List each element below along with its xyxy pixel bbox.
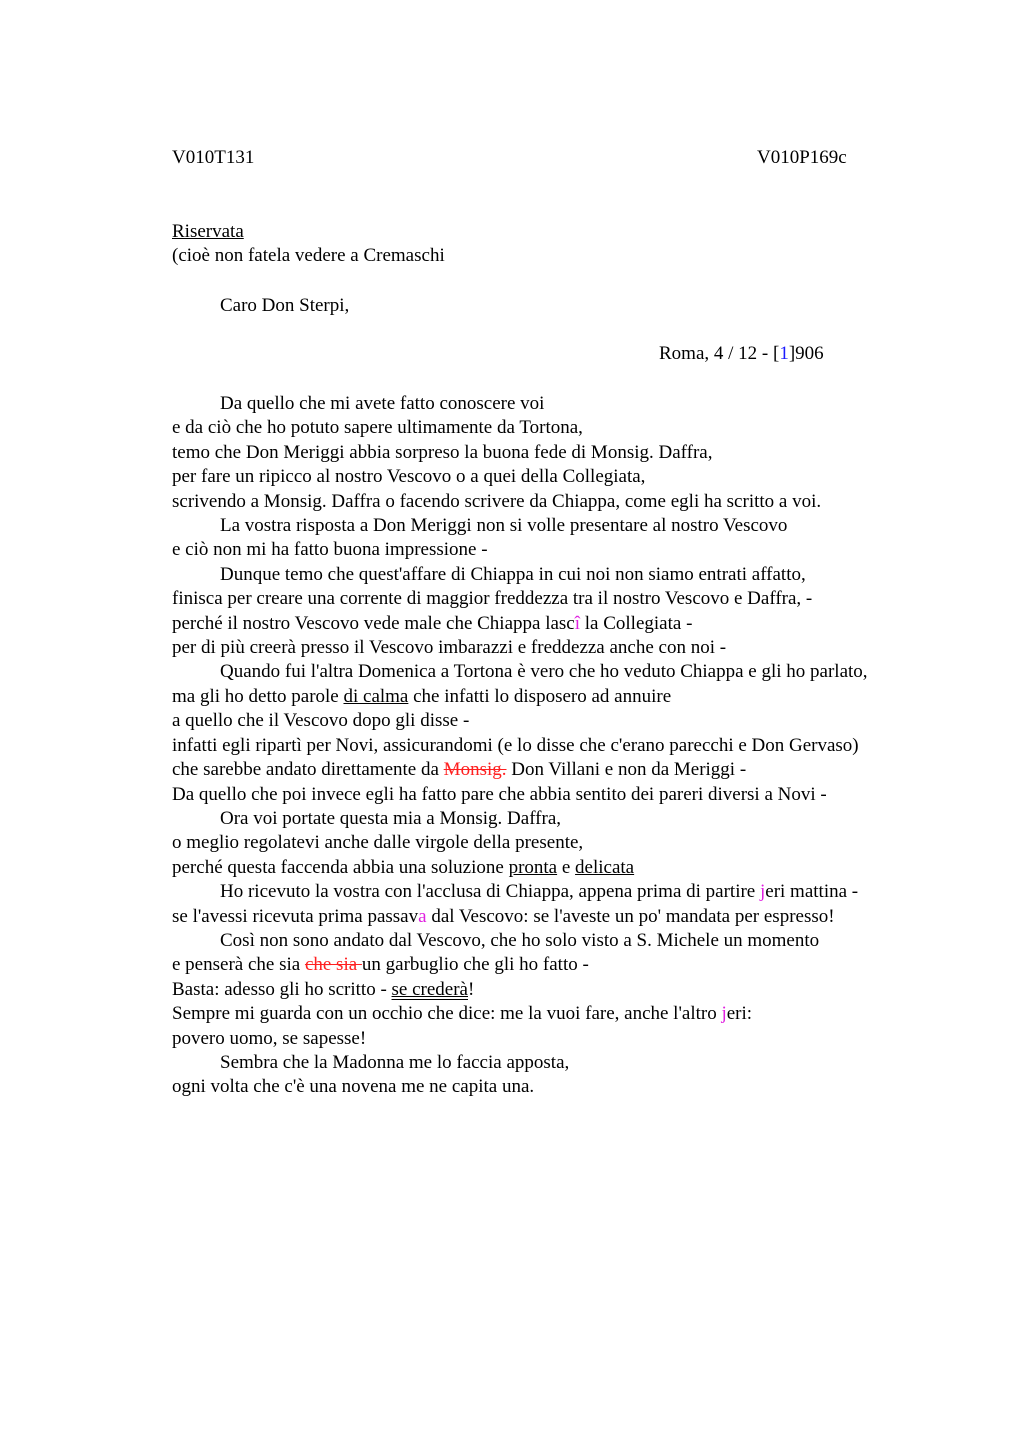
- body-line: Ora voi portate questa mia a Monsig. Daffra,: [220, 807, 562, 829]
- letter-body: [172, 392, 912, 1100]
- text-segment: ma gli ho detto parole: [172, 685, 344, 707]
- text-segment: perché questa faccenda abbia una soluzione: [172, 856, 509, 878]
- body-line: [172, 685, 912, 709]
- letter-date: [659, 342, 824, 366]
- body-line: infatti egli ripartì per Novi, assicurandomi (e lo disse che c'erano parecchi e Don Gervaso): [172, 734, 859, 756]
- document-code-right: V010P169c: [757, 147, 847, 168]
- text-segment: la Collegiata -: [580, 612, 693, 634]
- text-segment: se l'avessi ricevuta prima passav: [172, 905, 419, 927]
- underlined-phrase: delicata: [575, 856, 635, 878]
- text-segment: Basta: adesso gli ho scritto -: [172, 978, 392, 1000]
- body-line: Da quello che mi avete fatto conoscere voi: [220, 393, 545, 414]
- text-segment: Sempre mi guarda con un occhio che dice: me la vuoi fare, anche l'altro: [172, 1003, 722, 1025]
- text-segment: !: [468, 978, 475, 1000]
- reserved-note: (cioè non fatela vedere a Cremaschi: [172, 245, 445, 267]
- text-segment: un garbuglio che gli ho fatto -: [361, 954, 589, 976]
- body-line: o meglio regolatevi anche dalle virgole della presente,: [172, 832, 584, 854]
- body-line: per fare un ripicco al nostro Vescovo o a quei della Collegiata,: [172, 466, 646, 488]
- text-segment: perché il nostro Vescovo vede male che Chiappa lasc: [172, 612, 575, 634]
- underlined-phrase: di calma: [343, 685, 409, 707]
- body-line: Da quello che poi invece egli ha fatto pare che abbia sentito dei pareri diversi a Novi -: [172, 783, 827, 805]
- body-line: [172, 978, 912, 1002]
- body-line: [172, 612, 912, 636]
- body-line: [172, 905, 912, 929]
- reserved-label: Riservata: [172, 221, 244, 242]
- body-line: [172, 856, 912, 880]
- text-segment: eri:: [726, 1003, 753, 1025]
- body-line: Sembra che la Madonna me lo faccia apposta,: [220, 1051, 570, 1073]
- body-line: [172, 758, 912, 782]
- body-line: a quello che il Vescovo dopo gli disse -: [172, 710, 470, 732]
- body-line: Dunque temo che quest'affare di Chiappa in cui noi non siamo entrati affatto,: [220, 563, 806, 585]
- struck-text: Monsig.: [443, 759, 507, 781]
- body-line: Quando fui l'altra Domenica a Tortona è vero che ho veduto Chiappa e gli ho parlato,: [220, 661, 868, 683]
- text-segment: e: [557, 856, 576, 878]
- body-line: [172, 880, 912, 904]
- document-code-left: V010T131: [172, 147, 255, 168]
- double-underlined-phrase: se crederà: [391, 978, 468, 1000]
- body-line: ogni volta che c'è una novena me ne capita una.: [172, 1076, 535, 1098]
- body-line: e ciò non mi ha fatto buona impressione -: [172, 539, 488, 561]
- text-segment: Don Villani e non da Meriggi -: [506, 759, 747, 781]
- editorial-correction: j: [759, 881, 766, 903]
- text-segment: che infatti lo disposero ad annuire: [408, 685, 672, 707]
- editorial-correction: a: [418, 905, 427, 927]
- body-line: per di più creerà presso il Vescovo imbarazzi e freddezza anche con noi -: [172, 637, 727, 659]
- body-line: La vostra risposta a Don Meriggi non si volle presentare al nostro Vescovo: [220, 515, 788, 537]
- salutation-block: [172, 294, 912, 318]
- date-suffix: ]906: [788, 343, 824, 364]
- underlined-phrase: pronta: [508, 856, 558, 878]
- text-segment: che sarebbe andato direttamente da: [172, 759, 444, 781]
- date-prefix: Roma, 4 / 12 - [: [659, 343, 780, 364]
- salutation: Caro Don Sterpi,: [220, 295, 350, 316]
- text-segment: Ho ricevuto la vostra con l'acclusa di Chiappa, appena prima di partire: [220, 881, 760, 903]
- body-line: [172, 953, 912, 977]
- text-segment: e penserà che sia: [172, 954, 305, 976]
- text-segment: eri mattina -: [765, 881, 859, 903]
- editorial-correction: j: [721, 1003, 727, 1025]
- body-line: povero uomo, se sapesse!: [172, 1027, 367, 1049]
- text-segment: dal Vescovo: se l'aveste un po' mandata per espresso!: [426, 905, 835, 927]
- body-line: scrivendo a Monsig. Daffra o facendo scrivere da Chiappa, come egli ha scritto a voi.: [172, 490, 822, 512]
- body-line: temo che Don Meriggi abbia sorpreso la buona fede di Monsig. Daffra,: [172, 441, 713, 463]
- letter-opening: [172, 220, 912, 269]
- struck-text: che sia: [304, 954, 362, 976]
- body-line: finisca per creare una corrente di maggior freddezza tra il nostro Vescovo e Daffra, -: [172, 588, 813, 610]
- date-editorial-digit: 1: [779, 343, 789, 364]
- body-line: e da ciò che ho potuto sapere ultimamente da Tortona,: [172, 417, 583, 439]
- editorial-correction: î: [574, 612, 581, 634]
- body-line: Così non sono andato dal Vescovo, che ho solo visto a S. Michele un momento: [220, 929, 820, 951]
- body-line: [172, 1002, 912, 1026]
